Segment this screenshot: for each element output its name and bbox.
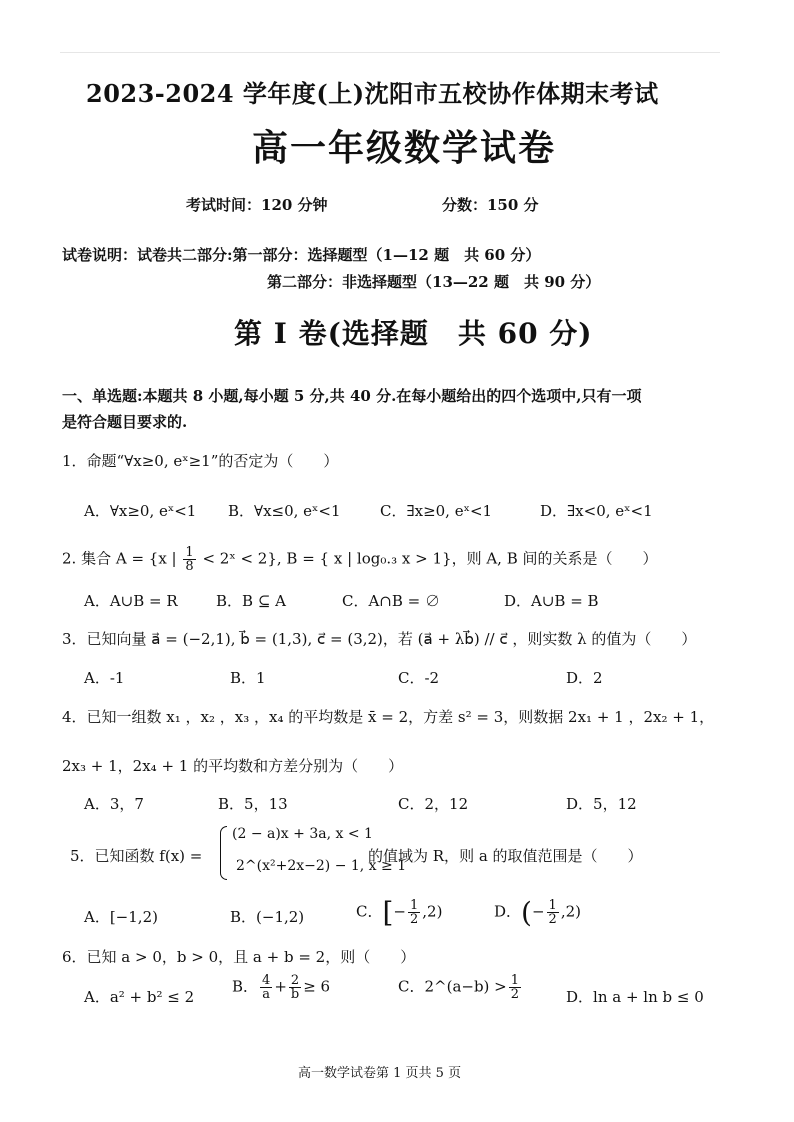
exam-time: 考试时间：120 分钟 (186, 196, 328, 214)
question-4-stem-line-1: 4．已知一组数 x₁ ，x₂ ，x₃ ，x₄ 的平均数是 x̄ = 2，方差 s² = 3，则数据 2x₁ + 1 ，2x₂ + 1， (62, 708, 715, 726)
option-d-minus: − (531, 902, 545, 921)
question-4-option-b: B．5，13 (218, 795, 288, 813)
piecewise-brace (220, 826, 228, 880)
question-1-stem: 1．命题“∀x≥0, eˣ≥1”的否定为（ ） (62, 452, 339, 470)
question-4-stem-line-2: 2x₃ + 1，2x₄ + 1 的平均数和方差分别为（ ） (62, 757, 404, 775)
question-1-option-d: D．∃x<0, eˣ<1 (540, 502, 653, 520)
question-4-option-c: C．2，12 (398, 795, 469, 813)
question-5-piece-2: 2^(x²+2x−2) − 1, x ≥ 1 (236, 858, 407, 874)
fraction-numerator: 2 (290, 973, 300, 988)
fraction-denominator: 8 (185, 559, 194, 574)
option-c-label: C．2^(a−b) > (398, 977, 507, 996)
question-1-option-a: A．∀x≥0, eˣ<1 (84, 502, 197, 520)
question-2-option-d: D．A∪B = B (504, 592, 599, 610)
fraction-denominator: 2 (548, 912, 557, 927)
left-brace-shape (220, 826, 227, 880)
fraction-numerator: 1 (185, 545, 194, 560)
question-3-option-b: B．1 (230, 669, 266, 687)
question-2-prefix: 2. 集合 A = {x | (62, 549, 177, 568)
question-6-option-c (398, 974, 523, 1001)
question-3-option-a: A．-1 (84, 669, 125, 687)
question-2-option-a: A．A∪B = R (84, 592, 178, 610)
top-rule (60, 52, 720, 53)
option-b-plus: + (274, 977, 287, 996)
question-3-option-c: C．-2 (398, 669, 440, 687)
question-5-option-b: B．(−1,2) (230, 908, 305, 926)
question-1-option-b: B．∀x≤0, eˣ<1 (228, 502, 341, 520)
question-2-fraction (183, 546, 195, 573)
question-5-option-d (494, 896, 581, 929)
fraction-denominator: a (262, 987, 271, 1002)
question-5-option-c (356, 896, 442, 929)
part-title: 第 I 卷(选择题 共 60 分) (234, 317, 593, 350)
option-d-left-bracket: ( (521, 896, 532, 929)
question-3-option-d: D．2 (566, 669, 603, 687)
question-6-stem: 6．已知 a > 0，b > 0，且 a + b = 2，则（ ） (62, 948, 416, 966)
question-6-option-a: A．a² + b² ≤ 2 (84, 988, 195, 1006)
question-2-stem (62, 546, 658, 573)
exam-header: 2023-2024 学年度(上)沈阳市五校协作体期末考试 (86, 79, 659, 108)
section-instructions-line-1: 一、单选题:本题共 8 小题,每小题 5 分,共 40 分.在每小题给出的四个选项中,只有一项 (62, 387, 642, 405)
question-1-option-c: C．∃x≥0, eˣ<1 (380, 502, 493, 520)
question-2-option-b: B．B ⊆ A (216, 592, 286, 610)
question-4-option-a: A．3，7 (84, 795, 144, 813)
question-3-stem: 3．已知向量 a⃗ = (−2,1), b⃗ = (1,3), c⃗ = (3,2)，若 (a⃗ + λb⃗) // c⃗ ，则实数 λ 的值为（ ） (62, 630, 697, 648)
page-title: 高一年级数学试卷 (252, 127, 557, 169)
question-5-piece-1: (2 − a)x + 3a, x < 1 (232, 826, 373, 842)
question-2-option-c: C．A∩B = ∅ (342, 592, 441, 610)
question-5-suffix: 的值域为 R，则 a 的取值范围是（ ） (368, 847, 643, 865)
fraction-numerator: 1 (548, 898, 557, 913)
option-c-fraction (408, 899, 420, 926)
fraction-numerator: 4 (262, 973, 271, 988)
question-6-option-d: D．ln a + ln b ≤ 0 (566, 988, 704, 1006)
question-6-option-b (232, 974, 330, 1001)
question-5-prefix: 5．已知函数 f(x) = (70, 847, 203, 865)
page-footer: 高一数学试卷第 1 页共 5 页 (298, 1066, 462, 1081)
option-b-rest: ≥ 6 (303, 977, 331, 996)
fraction-numerator: 1 (510, 973, 520, 988)
question-2-mid: < 2ˣ < 2}, B = { x | log₀.₃ x > 1} (202, 549, 452, 568)
option-c-label: C． (356, 902, 383, 921)
option-b-fraction-2 (289, 974, 301, 1001)
paper-note-line-2: 第二部分：非选择题型（13—22 题 共 90 分） (267, 273, 601, 291)
question-2-suffix: ，则 A, B 间的关系是（ ） (451, 549, 658, 568)
option-d-fraction (547, 899, 559, 926)
exam-score: 分数：150 分 (442, 196, 539, 214)
option-b-label: B． (232, 977, 259, 996)
option-c-rest: ,2) (422, 902, 443, 921)
option-d-rest: ,2) (560, 902, 581, 921)
option-c-fraction (509, 974, 521, 1001)
section-instructions-line-2: 是符合题目要求的. (62, 413, 188, 431)
paper-note-line-1: 试卷说明：试卷共二部分:第一部分：选择题型（1—12 题 共 60 分） (62, 246, 541, 264)
fraction-denominator: b (290, 987, 300, 1002)
option-c-left-bracket: [ (382, 896, 394, 929)
fraction-denominator: 2 (510, 987, 520, 1002)
question-5-option-a: A．[−1,2) (84, 908, 158, 926)
option-b-fraction-1 (260, 974, 272, 1001)
fraction-numerator: 1 (410, 898, 419, 913)
option-d-label: D． (494, 902, 522, 921)
question-4-option-d: D．5，12 (566, 795, 637, 813)
option-c-minus: − (393, 902, 406, 921)
fraction-denominator: 2 (410, 912, 419, 927)
